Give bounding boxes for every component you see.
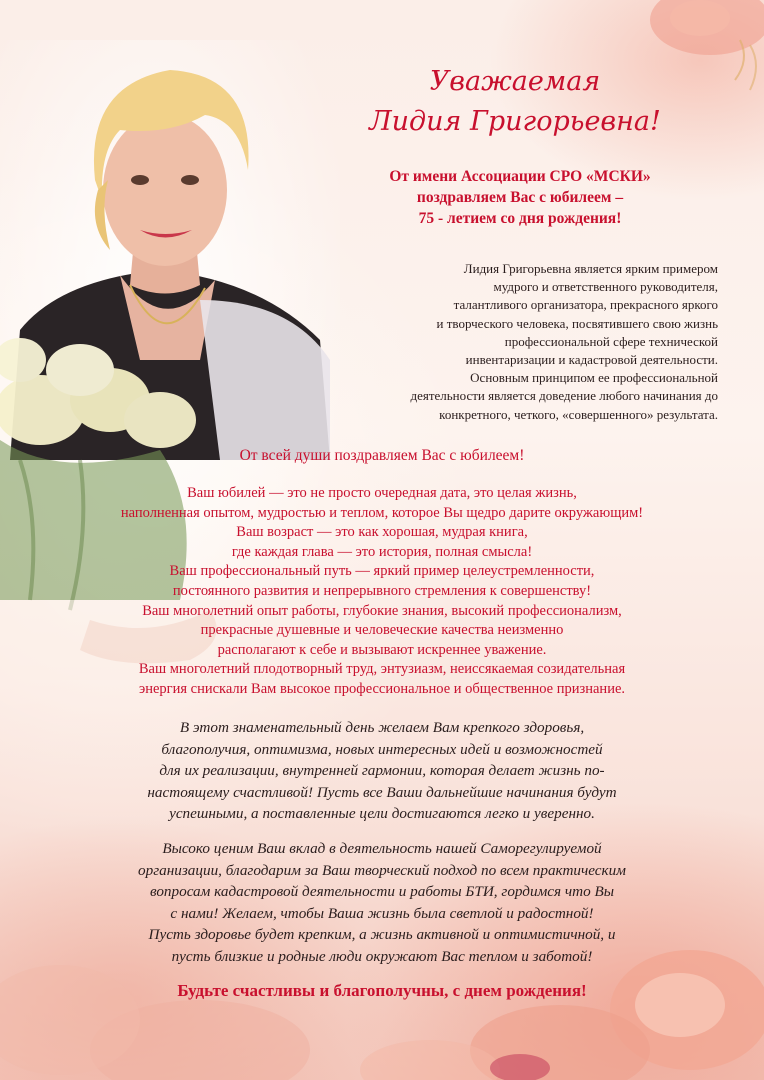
- wishes-line: Ваш юбилей — это не просто очередная дата, это целая жизнь,: [187, 485, 577, 501]
- closing-line: Будьте счастливы и благополучны, с днем рождения!: [177, 981, 587, 1000]
- paragraph-line: настоящему счастливой! Пусть все Ваши дальнейшие начинания будут: [147, 783, 617, 801]
- subheading-line: поздравляем Вас с юбилеем –: [416, 189, 624, 206]
- paragraph-line: с нами! Желаем, чтобы Ваша жизнь была светлой и радостной!: [170, 904, 594, 922]
- paragraph-line: для их реализации, внутренней гармонии, которая делает жизнь по-: [159, 762, 605, 780]
- subheading-line: От имени Ассоциации СРО «МСКИ»: [389, 168, 651, 185]
- bio-line: конкретного, четкого, «совершенного» результата.: [439, 406, 718, 422]
- bio-line: Лидия Григорьевна является ярким примером: [463, 261, 718, 276]
- wishes-line: Ваш многолетний плодотворный труд, энтузиазм, неиссякаемая созидательная: [138, 661, 626, 678]
- wishes-block: [20, 484, 744, 700]
- bio-line: Основным принципом ее профессиональной: [470, 370, 718, 386]
- bio-line: мудрого и ответственного руководителя,: [493, 279, 718, 295]
- heading-line-1: Уважаемая: [429, 66, 601, 97]
- paragraph-line: благополучия, оптимизма, новых интересных идей и возможностей: [161, 740, 603, 758]
- wishes-paragraph-1: [20, 717, 744, 825]
- wishes-line: Ваш возраст — это как хорошая, мудрая книга,: [236, 524, 528, 541]
- wishes-line: постоянного развития и непрерывного стремления к совершенству!: [172, 582, 592, 599]
- congrats-title: От всей души поздравляем Вас с юбилеем!: [239, 447, 525, 464]
- paragraph-line: В этот знаменательный день желаем Вам крепкого здоровья,: [179, 719, 585, 736]
- wishes-line: где каждая глава — это история, полная смысла!: [231, 543, 533, 560]
- paragraph-line: успешными, а поставленные цели достигаются легко и уверенно.: [169, 805, 595, 823]
- paragraph-line: Пусть здоровье будет крепким, а жизнь активной и оптимистичной, и: [148, 926, 616, 944]
- bio-line: талантливого организатора, прекрасного яркого: [453, 297, 718, 313]
- heading-line-2: Лидия Григорьевна!: [369, 106, 661, 137]
- bio-paragraph: [330, 260, 718, 424]
- wishes-line: энергия снискали Вам высокое профессиональное и общественное признание.: [138, 680, 626, 697]
- bio-line: инвентаризации и кадастровой деятельности.: [465, 352, 718, 368]
- bio-line: профессиональной сфере технической: [504, 333, 718, 349]
- wishes-line: Ваш многолетний опыт работы, глубокие знания, высокий профессионализм,: [142, 602, 622, 619]
- paragraph-line: организации, благодарим за Ваш творческий подход по всем практическим: [138, 861, 626, 879]
- wishes-line: Ваш профессиональный путь — яркий пример целеустремленности,: [169, 563, 595, 580]
- paragraph-line: пусть близкие и родные люди окружают Вас теплом и заботой!: [171, 947, 593, 965]
- paragraph-line: Высоко ценим Ваш вклад в деятельность нашей Саморегулируемой: [162, 840, 602, 857]
- wishes-line: располагают к себе и вызывают искреннее уважение.: [217, 641, 547, 658]
- bio-line: и творческого человека, посвятившего свою жизнь: [436, 315, 718, 331]
- subheading-line: 75 - летием со дня рождения!: [418, 210, 622, 227]
- paragraph-line: вопросам кадастровой деятельности и работы БТИ, гордимся что Вы: [149, 883, 615, 901]
- wishes-line: наполненная опытом, мудростью и теплом, которое Вы щедро дарите окружающим!: [120, 504, 644, 521]
- subheading: [300, 166, 740, 229]
- bio-line: деятельности является доведение любого начинания до: [410, 388, 718, 404]
- wishes-paragraph-2: [20, 838, 744, 968]
- wishes-line: прекрасные душевные и человеческие качества неизменно: [200, 622, 564, 639]
